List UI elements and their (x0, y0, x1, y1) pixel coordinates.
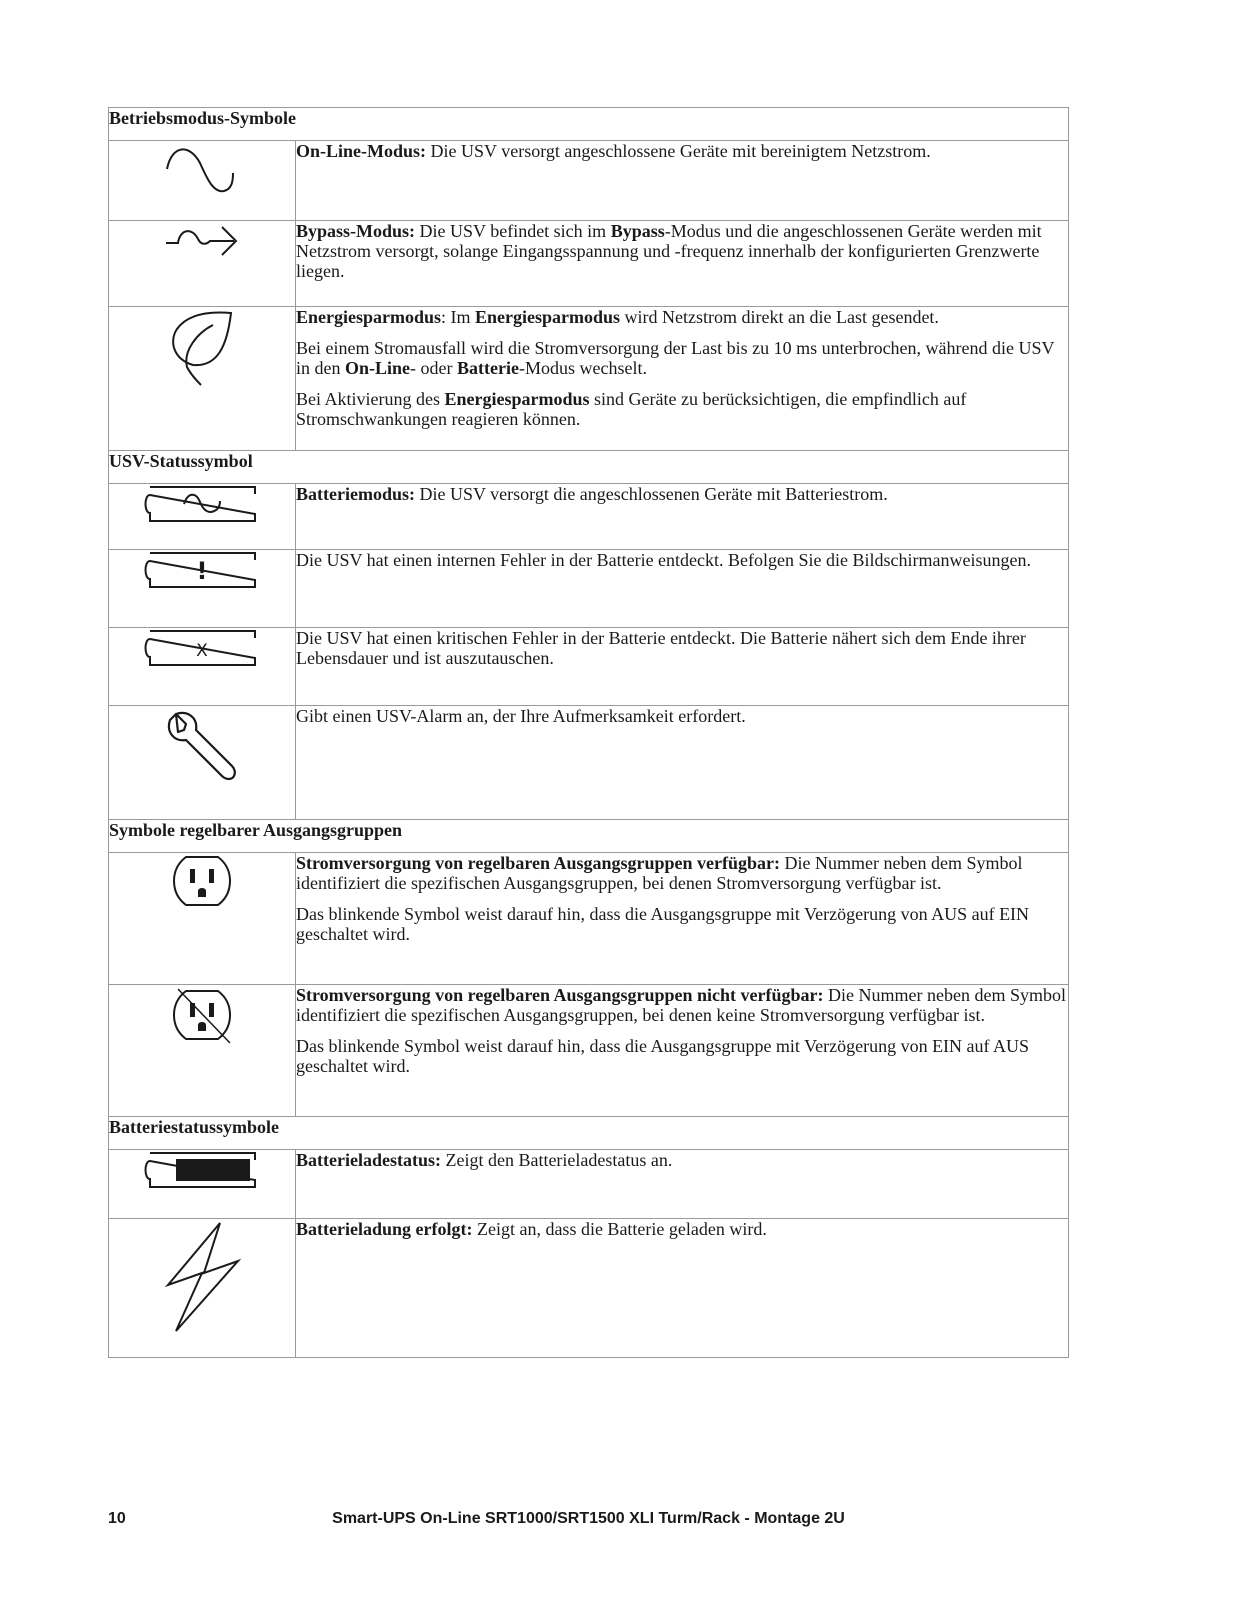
table-row (109, 1150, 1069, 1219)
x-glyph: X (196, 641, 208, 661)
battery-mode-text: Die USV versorgt die angeschlossenen Geräte mit Batteriestrom. (414, 484, 888, 504)
section-heading-operating-modes: Betriebsmodus-Symbole (109, 108, 1069, 141)
eco-bold: Batterie (457, 358, 519, 378)
eco-bold: On-Line (345, 358, 411, 378)
leaf-icon (167, 307, 237, 387)
charge-level-label: Batterieladestatus: (296, 1150, 441, 1170)
eco-bold: Energiesparmodus (444, 389, 590, 409)
table-row (109, 484, 1069, 550)
outlet-available-text: Die Nummer neben dem Symbol identifiziert die spezifischen Ausgangsgruppen, bei denen Stromversorgung verfügbar ist. (296, 853, 1023, 893)
outlet-unavailable-text: Die Nummer neben dem Symbol identifiziert die spezifischen Ausgangsgruppen, bei denen keine Stromversorgung verfügbar ist. (296, 985, 1066, 1025)
section-header-row (109, 1117, 1069, 1150)
eco-text: sind Geräte zu berücksichtigen, die empfindlich auf Stromschwankungen reagieren können. (296, 389, 967, 429)
outlet-available-blink-text: Das blinkende Symbol weist darauf hin, dass die Ausgangsgruppe mit Verzögerung von AUS auf EIN geschaltet wird. (296, 904, 1030, 944)
eco-text: wird Netzstrom direkt an die Last gesendet. (620, 307, 939, 327)
table-row (109, 985, 1069, 1117)
bypass-text: Die USV befindet sich im (415, 221, 611, 241)
outlet-crossed-icon (170, 985, 234, 1045)
section-header-row (109, 108, 1069, 141)
outlet-unavailable-label: Stromversorgung von regelbaren Ausgangsgruppen nicht verfügbar: (296, 985, 824, 1005)
section-heading-outlet-groups: Symbole regelbarer Ausgangsgruppen (109, 820, 1069, 853)
online-mode-text: Die USV versorgt angeschlossene Geräte mit bereinigtem Netzstrom. (426, 141, 931, 161)
section-heading-ups-status: USV-Statussymbol (109, 451, 1069, 484)
table-row (109, 550, 1069, 628)
eco-text: -Modus wechselt. (518, 358, 647, 378)
charge-level-text: Zeigt den Batterieladestatus an. (440, 1150, 673, 1170)
eco-text: : Im (441, 307, 476, 327)
bypass-bold: Bypass (610, 221, 665, 241)
document-title: Smart-UPS On-Line SRT1000/SRT1500 XLI Turm/Rack - Montage 2U (332, 1510, 845, 1527)
outlet-unavailable-blink-text: Das blinkende Symbol weist darauf hin, dass die Ausgangsgruppe mit Verzögerung von EIN auf AUS geschaltet wird. (296, 1036, 1030, 1076)
charging-label: Batterieladung erfolgt: (296, 1219, 473, 1239)
eco-text: - oder (410, 358, 457, 378)
alarm-text: Gibt einen USV-Alarm an, der Ihre Aufmerksamkeit erfordert. (296, 706, 746, 726)
table-row (109, 221, 1069, 307)
table-row (109, 307, 1069, 451)
eco-bold: Energiesparmodus (475, 307, 621, 327)
bypass-text: -Modus und die angeschlossenen Geräte werden mit Netzstrom versorgt, solange Eingangsspannung und -frequenz innerhalb der konfigurierten Grenzwerte liegen. (296, 221, 1042, 281)
sine-wave-icon (162, 141, 242, 197)
critical-fault-text: Die USV hat einen kritischen Fehler in der Batterie entdeckt. Die Batterie nähert sich dem Ende ihrer Lebensdauer und ist auszutauschen. (296, 628, 1026, 668)
battery-sine-icon (140, 484, 264, 524)
table-row (109, 853, 1069, 985)
battery-x-icon (140, 628, 264, 668)
internal-fault-text: Die USV hat einen internen Fehler in der Batterie entdeckt. Befolgen Sie die Bildschirmanweisungen. (296, 550, 1031, 570)
section-heading-battery-status: Batteriestatussymbole (109, 1117, 1069, 1150)
outlet-available-label: Stromversorgung von regelbaren Ausgangsgruppen verfügbar: (296, 853, 781, 873)
symbol-table (108, 107, 1069, 1358)
outlet-icon (172, 853, 232, 909)
section-header-row (109, 820, 1069, 853)
bypass-mode-label: Bypass-Modus: (296, 221, 416, 241)
table-row (109, 706, 1069, 820)
eco-mode-label: Energiesparmodus (296, 307, 442, 327)
charging-text: Zeigt an, dass die Batterie geladen wird. (472, 1219, 767, 1239)
online-mode-label: On-Line-Modus: (296, 141, 427, 161)
page-footer (108, 1510, 1069, 1532)
eco-text: Bei Aktivierung des (296, 389, 445, 409)
battery-mode-label: Batteriemodus: (296, 484, 415, 504)
table-row (109, 628, 1069, 706)
wrench-icon (162, 706, 242, 786)
eco-text: Bei einem Stromausfall wird die Stromversorgung der Last bis zu 10 ms unterbrochen, während die USV in den (296, 338, 1055, 378)
exclamation-glyph: ! (196, 557, 208, 585)
page-number: 10 (108, 1510, 126, 1527)
battery-full-icon (140, 1150, 264, 1190)
section-header-row (109, 451, 1069, 484)
table-row (109, 141, 1069, 221)
lightning-bolt-icon (162, 1219, 242, 1335)
battery-exclamation-icon (140, 550, 264, 590)
bypass-arrow-icon (162, 221, 242, 261)
table-row (109, 1219, 1069, 1358)
